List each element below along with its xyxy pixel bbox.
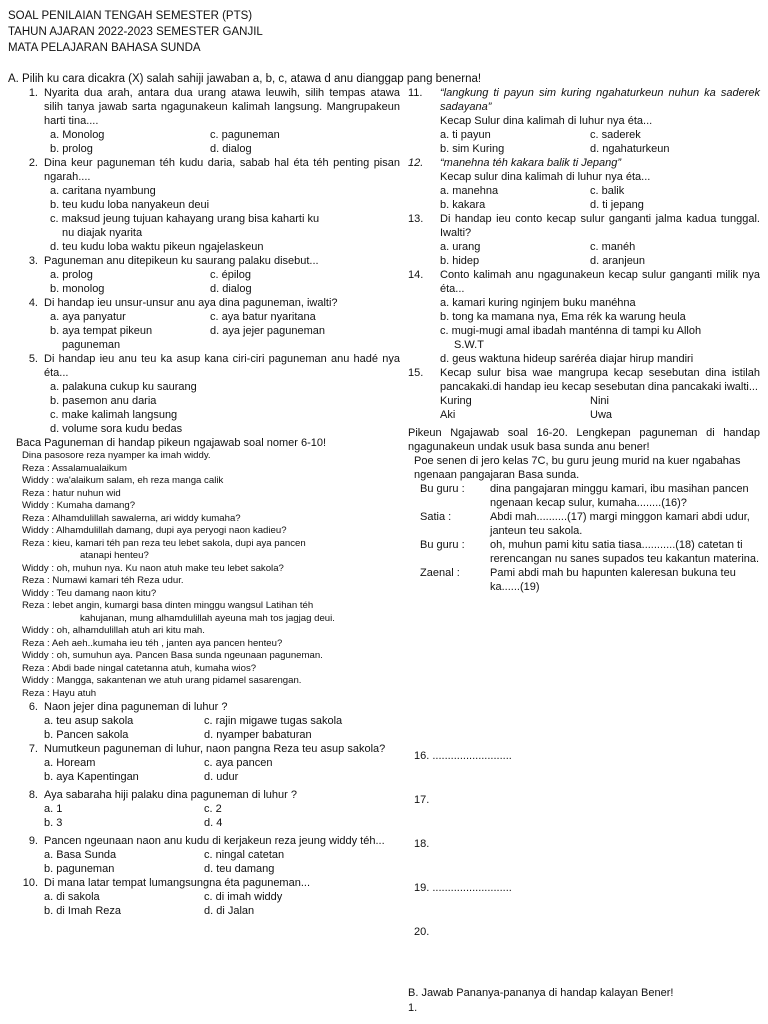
question-8: 8. Aya sabaraha hiji palaku dina paguneman di luhur ? [28, 789, 297, 801]
dialog-line: atanapi henteu? [80, 550, 149, 561]
option[interactable]: a. urang [440, 241, 481, 253]
dialog-line: Widdy : Kumaha damang? [22, 500, 136, 511]
question-3: 3. Paguneman anu ditepikeun ku saurang palaku disebut... [28, 255, 319, 267]
option[interactable]: c. paguneman [210, 129, 280, 141]
option[interactable]: c. mugi-mugi amal ibadah manténna di tampi ku Alloh [440, 325, 702, 337]
answer-line-20[interactable]: 20. [414, 926, 430, 938]
dialog-line: Reza : hatur nuhun wid [22, 487, 121, 499]
speaker-label: Zaenal : [420, 567, 460, 579]
option[interactable]: b. tong ka mamana nya, Ema rék ka warung heula [440, 311, 686, 323]
question-15: 15. Kecap sulur bisa wae mangrupa kecap sesebutan dina istilah pancakaki.di handap ieu kecap sesebutan dina pancakaki iwalti... [408, 367, 760, 393]
question-1: 1. Nyarita dua arah, antara dua urang atawa leuwih, silih tempas atawa silih tanya jawab sarta ngagunakeun kalimah langsung. Mangrupakeun harti tina.... [28, 87, 400, 127]
option[interactable]: c. aya batur nyaritana [210, 311, 316, 323]
option[interactable]: a. di sakola [44, 891, 100, 903]
option[interactable]: d. udur [204, 771, 239, 783]
option[interactable]: c. épilog [210, 269, 251, 281]
option[interactable]: d. aya jejer paguneman [210, 325, 325, 337]
dialog-line: Widdy : Alhamdulillah damang, dupi aya peryogi naon kadieu? [22, 525, 287, 536]
left-column [8, 86, 400, 918]
dialog-line: Reza : Numawi kamari téh Reza udur. [22, 575, 184, 586]
option[interactable]: c. 2 [204, 803, 222, 815]
option[interactable]: a. caritana nyambung [50, 185, 156, 197]
reading-intro: Baca Paguneman di handap pikeun ngajawab soal nomer 6-10! [16, 437, 327, 449]
question-12: 12. “manehna téh kakara balik ti Jepang” [408, 157, 621, 169]
answer-line-19[interactable]: 19. .......................... [414, 882, 512, 894]
right-column [408, 86, 760, 594]
option[interactable]: c. di imah widdy [204, 891, 283, 903]
dialog-line: Reza : Abdi bade ningal catetanna atuh, kumaha wios? [22, 662, 257, 674]
answer-line-18[interactable]: 18. [414, 838, 430, 850]
option[interactable]: d. dialog [210, 283, 252, 295]
dialog-line: Dina pasosore reza nyamper ka imah widdy. [22, 450, 211, 461]
question-sub: Kecap Sulur dina kalimah di luhur nya éta... [440, 115, 653, 127]
option[interactable]: b. kakara [440, 199, 486, 211]
dialog-row [408, 538, 760, 566]
dialog-line: Widdy : Mangga, sakantenan we atuh urang pidamel sasarengan. [22, 675, 302, 686]
dialog-line: Widdy : oh, alhamdulillah atuh ari kitu mah. [22, 625, 205, 636]
question-2: 2. Dina keur paguneman téh kudu daria, sabab hal éta téh penting pisan ngarah.... [28, 157, 400, 183]
option[interactable]: d. teu damang [204, 863, 275, 875]
section-b-question-1: 1. [408, 1002, 418, 1014]
option[interactable]: a. teu asup sakola [44, 715, 134, 727]
option[interactable]: b. teu kudu loba nanyakeun deui [50, 199, 210, 211]
dialog-line: Widdy : oh, sumuhun aya. Pancen Basa sunda ngeunaan paguneman. [22, 650, 323, 661]
options-4 [8, 310, 400, 338]
option[interactable]: b. 3 [44, 817, 63, 829]
speaker-line: dina pangajaran minggu kamari, ibu masihan pancen ngenaan kecap sulur, kumaha........(16)? [490, 483, 749, 509]
options-8 [8, 802, 400, 830]
option[interactable]: a. aya panyatur [50, 311, 126, 323]
option[interactable]: d. nyamper babaturan [204, 729, 312, 741]
section-a-instruction: A. Pilih ku cara dicakra (X) salah sahiji jawaban a, b, c, atawa d anu dianggap pang benerna! [8, 73, 482, 85]
question-6: 6. Naon jejer dina paguneman di luhur ? [28, 701, 228, 713]
option[interactable]: a. ti payun [440, 129, 491, 141]
option[interactable]: a. 1 [44, 803, 63, 815]
option-continued: S.W.T [454, 339, 484, 351]
dialog-line: Reza : Aeh aeh..kumaha ieu téh , janten aya pancen henteu? [22, 637, 283, 649]
option[interactable]: a. Basa Sunda [44, 849, 117, 861]
section-context: Poe senen di jero kelas 7C, bu guru jeung murid na kuer ngabahas ngenaan pangajaran Basa sunda. [414, 455, 741, 481]
option[interactable]: b. pasemon anu daria [50, 395, 157, 407]
section-intro: Pikeun Ngajawab soal 16-20. Lengkepan paguneman di handap ngagunakeun undak usuk basa sunda anu bener! [408, 427, 760, 453]
option[interactable]: d. volume sora kudu bedas [50, 423, 183, 435]
question-9: 9. Pancen ngeunaan naon anu kudu di kerjakeun reza jeung widdy téh... [28, 835, 385, 847]
dialog-line: kahujanan, mung alhamdulillah ayeuna mah tos jagjag deui. [80, 612, 335, 624]
option-continued: nu diajak nyarita [62, 227, 143, 239]
dialog-line: Reza : Alhamdulillah sawalerna, ari widdy kumaha? [22, 512, 241, 524]
option[interactable]: b. aya Kapentingan [44, 771, 139, 783]
header-title: SOAL PENILAIAN TENGAH SEMESTER (PTS) [8, 10, 253, 22]
option[interactable]: Aki [440, 409, 456, 421]
options-9 [8, 848, 400, 876]
option[interactable]: c. saderek [590, 129, 641, 141]
dialog-line: Reza : Hayu atuh [22, 687, 97, 699]
question-13: 13. Di handap ieu conto kecap sulur ganganti jalma kadua tunggal. Iwalti? [408, 213, 760, 239]
option[interactable]: Uwa [590, 409, 613, 421]
dialog-text [8, 450, 400, 700]
answer-line-17[interactable]: 17. [414, 794, 430, 806]
dialog-line: Widdy : oh, muhun nya. Ku naon atuh make teu lebet sakola? [22, 562, 284, 574]
option[interactable]: d. 4 [204, 817, 223, 829]
option[interactable]: c. maksud jeung tujuan kahayang urang bisa kaharti ku [50, 213, 320, 225]
option[interactable]: b. prolog [50, 143, 93, 155]
header-year: TAHUN AJARAN 2022-2023 SEMESTER GANJIL [8, 26, 263, 38]
dialog-row [408, 482, 760, 510]
option[interactable]: b. Pancen sakola [44, 729, 129, 741]
exam-header [8, 8, 263, 56]
dialog-row [408, 510, 760, 538]
option[interactable]: d. di Jalan [204, 905, 255, 917]
option[interactable]: d. dialog [210, 143, 252, 155]
answer-line-16[interactable]: 16. .......................... [414, 750, 512, 762]
section-b-instruction: B. Jawab Pananya-pananya di handap kalayan Bener! [408, 987, 674, 999]
question-11: 11. “langkung ti payun sim kuring ngahaturkeun nuhun ka saderek sadayana” [408, 87, 760, 113]
options-1 [8, 128, 400, 156]
option[interactable]: c. balik [590, 185, 625, 197]
options-15 [408, 394, 760, 422]
section-b [408, 986, 673, 1016]
option[interactable]: c. aya pancen [204, 757, 273, 769]
option[interactable]: d. teu kudu loba waktu pikeun ngajelaskeun [50, 241, 264, 253]
speaker-label: Bu guru : [420, 539, 465, 551]
option[interactable]: a. Hoream [44, 757, 96, 769]
fill-dialog [408, 482, 760, 594]
option[interactable]: Nini [590, 395, 609, 407]
option[interactable]: a. manehna [440, 185, 499, 197]
option-continued: paguneman [62, 339, 121, 351]
speaker-line: oh, muhun pami kitu satia tiasa...........(18) catetan ti rerencangan nu sanes supados teu kakantun materina. [490, 539, 760, 565]
dialog-line: Reza : Assalamualaikum [22, 462, 128, 474]
question-sub: Kecap sulur dina kalimah di luhur nya éta... [440, 171, 651, 183]
option[interactable]: b. di Imah Reza [44, 905, 122, 917]
question-14: 14. Conto kalimah anu ngagunakeun kecap sulur ganganti milik nya éta... [408, 269, 760, 295]
options-6 [8, 714, 400, 742]
speaker-label: Satia : [420, 511, 452, 523]
dialog-line: Reza : lebet angin, kumargi basa dinten minggu wangsul Latihan téh [22, 600, 314, 611]
option[interactable]: b. hidep [440, 255, 480, 267]
option[interactable]: a. palakuna cukup ku saurang [50, 381, 197, 393]
dialog-row [408, 566, 760, 594]
option[interactable]: c. rajin migawe tugas sakola [204, 715, 343, 727]
options-13 [408, 240, 760, 268]
option[interactable]: b. monolog [50, 283, 105, 295]
option[interactable]: c. ningal catetan [204, 849, 285, 861]
option[interactable]: d. aranjeun [590, 255, 646, 267]
option[interactable]: b. sim Kuring [440, 143, 505, 155]
option[interactable]: d. geus waktuna hideup saréréa diajar hirup mandiri [440, 353, 694, 365]
question-10: 10. Di mana latar tempat lumangsungna éta paguneman... [22, 877, 310, 889]
options-3 [8, 268, 400, 296]
question-4: 4. Di handap ieu unsur-unsur anu aya dina paguneman, iwalti? [28, 297, 338, 309]
speaker-line: Abdi mah..........(17) margi minggon kamari abdi udur, janteun teu sakola. [490, 511, 750, 537]
option[interactable]: a. kamari kuring nginjem buku manéhna [440, 297, 636, 309]
option[interactable]: d. ti jepang [590, 199, 644, 211]
option[interactable]: b. aya tempat pikeun [50, 325, 153, 337]
options-7 [8, 756, 400, 784]
question-7: 7. Numutkeun paguneman di luhur, naon pangna Reza teu asup sakola? [28, 743, 386, 755]
question-5: 5. Di handap ieu anu teu ka asup kana ciri-ciri paguneman anu hadé nya éta... [28, 353, 400, 379]
option[interactable]: a. prolog [50, 269, 93, 281]
option[interactable]: a. Monolog [50, 129, 105, 141]
option[interactable]: d. ngahaturkeun [590, 143, 670, 155]
speaker-line: Pami abdi mah bu hapunten kaleresan bukuna teu ka......(19) [490, 567, 736, 593]
options-12 [408, 184, 760, 212]
header-subject: MATA PELAJARAN BAHASA SUNDA [8, 42, 201, 54]
dialog-line: Widdy : wa'alaikum salam, eh reza manga calik [22, 475, 224, 486]
option[interactable]: c. manéh [590, 241, 636, 253]
option[interactable]: b. paguneman [44, 863, 115, 875]
option[interactable]: Kuring [440, 395, 472, 407]
options-11 [408, 128, 760, 156]
dialog-line: Widdy : Teu damang naon kitu? [22, 587, 157, 599]
options-10 [8, 890, 400, 918]
dialog-line: Reza : kieu, kamari téh pan reza teu lebet sakola, dupi aya pancen [22, 537, 306, 549]
option[interactable]: c. make kalimah langsung [50, 409, 178, 421]
speaker-label: Bu guru : [420, 483, 465, 495]
